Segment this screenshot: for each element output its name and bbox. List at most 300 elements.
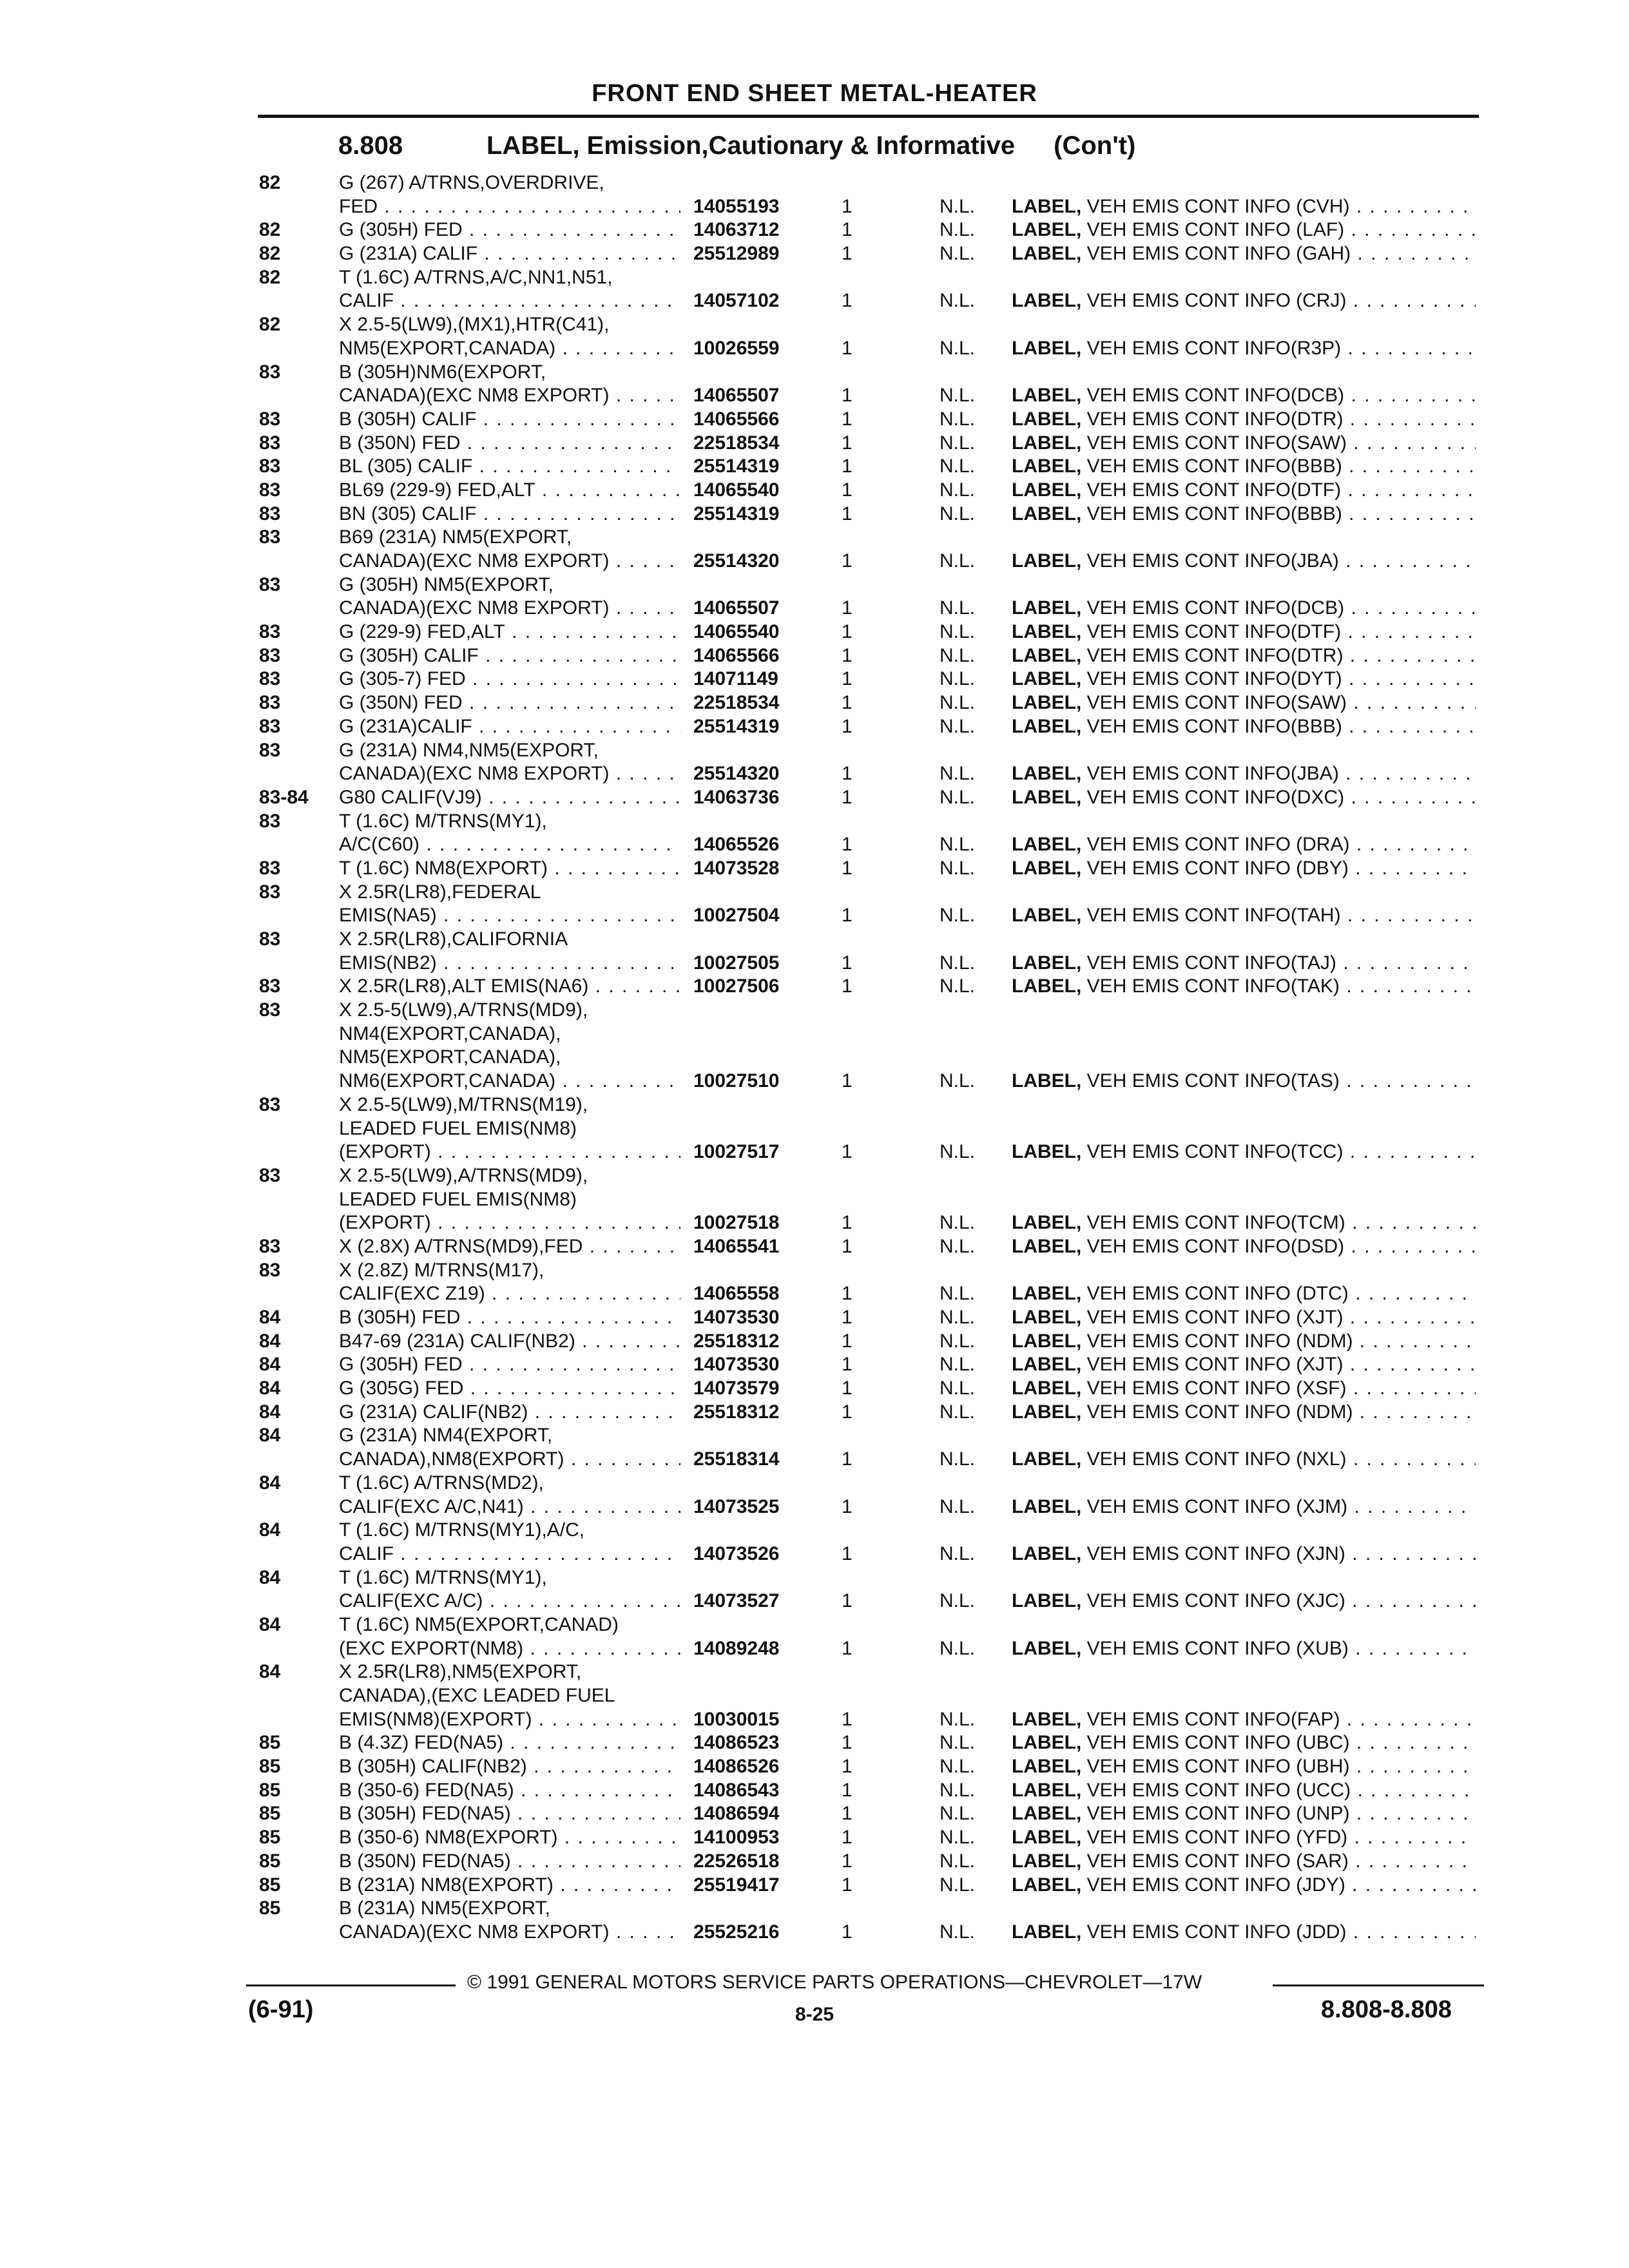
label-prefix: LABEL, [1012,1921,1082,1943]
item-name [1012,1306,1476,1330]
item-description: X 2.5-5(LW9),M/TRNS(M19), [339,1093,588,1115]
item-description: G (305H) FED . . . [339,1353,680,1377]
part-number: 25514320 [689,550,779,573]
list-row [0,952,1629,975]
list-row [0,928,1629,952]
part-number: 22518534 [689,432,779,456]
label-text: VEH EMIS CONT INFO (XJC) [1086,1590,1345,1612]
item-name [1012,1235,1476,1259]
list-row [0,573,1629,597]
part-number: 14065540 [689,479,779,503]
label-text: VEH EMIS CONT INFO(R3P) [1086,337,1342,359]
fig-number: 85 [259,1898,281,1919]
footer-page-number: 8-25 [795,2004,834,2025]
label-prefix: LABEL, [1012,195,1082,217]
nl-code: N.L. [940,1330,976,1352]
fig-number: 83 [259,644,281,666]
quantity: 1 [842,1283,853,1305]
footer-section-range: 8.808-8.808 [1321,1996,1452,2023]
item-name [1012,289,1476,313]
label-prefix: LABEL, [1012,1283,1082,1305]
label-text: VEH EMIS CONT INFO (XJM) [1086,1495,1348,1517]
item-name [1012,432,1476,456]
item-name [1012,337,1476,361]
label-text: VEH EMIS CONT INFO(JBA) [1086,550,1339,572]
item-description: T (1.6C) NM5(EXPORT,CANAD) [339,1613,619,1635]
fig-number: 83 [259,975,281,997]
quantity: 1 [842,1874,853,1896]
item-name [1012,952,1476,975]
list-row [0,1874,1629,1898]
item-name [1012,857,1476,881]
list-row [0,266,1629,290]
item-description: LEADED FUEL EMIS(NM8) [339,1188,577,1210]
label-prefix: LABEL, [1012,1874,1082,1896]
label-prefix: LABEL, [1012,1495,1082,1517]
part-number: 25514319 [689,455,779,479]
fig-number: 82 [259,314,281,336]
fig-number: 84 [259,1613,281,1635]
label-prefix: LABEL, [1012,857,1082,879]
item-description: B (350-6) FED(NA5) . . . [339,1779,680,1803]
nl-code: N.L. [940,1637,976,1659]
nl-code: N.L. [940,503,976,524]
item-name [1012,1637,1476,1661]
part-number: 14055193 [689,195,779,219]
item-name [1012,1495,1476,1519]
list-row [0,1235,1629,1259]
item-description: B (350N) FED . . . [339,432,680,456]
item-description: (EXPORT) . . . [339,1140,680,1164]
item-name [1012,455,1476,479]
nl-code: N.L. [940,1921,976,1943]
item-name [1012,1353,1476,1377]
item-description: BL69 (229-9) FED,ALT . . . [339,479,680,503]
list-row [0,1660,1629,1684]
nl-code: N.L. [940,1756,976,1778]
item-name [1012,218,1476,242]
item-name [1012,597,1476,620]
quantity: 1 [842,1212,853,1234]
item-name [1012,668,1476,691]
label-text: VEH EMIS CONT INFO(TAH) [1086,905,1341,927]
part-number: 10027517 [689,1140,779,1164]
item-description: CANADA)(EXC NM8 EXPORT) . . . [339,384,680,408]
nl-code: N.L. [940,1874,976,1896]
fig-number: 84 [259,1472,281,1494]
nl-code: N.L. [940,786,976,808]
label-prefix: LABEL, [1012,1212,1082,1234]
label-prefix: LABEL, [1012,432,1082,454]
nl-code: N.L. [940,692,976,714]
quantity: 1 [842,1354,853,1376]
quantity: 1 [842,219,853,241]
item-description: X 2.5-5(LW9),A/TRNS(MD9), [339,1164,588,1186]
list-row [0,644,1629,668]
label-prefix: LABEL, [1012,905,1082,927]
list-row [0,550,1629,573]
label-text: VEH EMIS CONT INFO (XJT) [1086,1354,1344,1376]
item-description: B (305H) CALIF . . . [339,408,680,432]
item-name [1012,1921,1476,1945]
list-row [0,1542,1629,1566]
fig-number: 83 [259,503,281,524]
fig-number: 84 [259,1401,281,1423]
label-text: VEH EMIS CONT INFO (NXL) [1086,1448,1347,1470]
list-row [0,1070,1629,1093]
nl-code: N.L. [940,1141,976,1163]
item-description: BN (305) CALIF . . . [339,503,680,526]
item-description: T (1.6C) M/TRNS(MY1), [339,1566,547,1588]
item-name [1012,644,1476,668]
item-name [1012,691,1476,715]
item-description: X 2.5R(LR8),FEDERAL [339,881,541,903]
part-number: 14063736 [689,786,779,810]
list-row [0,218,1629,242]
list-row [0,975,1629,999]
item-description: T (1.6C) M/TRNS(MY1), [339,810,547,832]
part-number: 14065507 [689,384,779,408]
list-row [0,1495,1629,1519]
nl-code: N.L. [940,857,976,879]
part-number: 25514319 [689,503,779,526]
label-text: VEH EMIS CONT INFO (SAR) [1086,1850,1349,1872]
item-description: B (231A) NM8(EXPORT) . . . [339,1874,680,1898]
quantity: 1 [842,408,853,430]
label-prefix: LABEL, [1012,786,1082,808]
item-name [1012,904,1476,928]
quantity: 1 [842,1850,853,1872]
nl-code: N.L. [940,219,976,241]
label-prefix: LABEL, [1012,1542,1082,1564]
list-row [0,1637,1629,1661]
fig-number: 84 [259,1307,281,1328]
part-number: 14063712 [689,218,779,242]
footer-date: (6-91) [248,1996,314,2023]
label-prefix: LABEL, [1012,1637,1082,1659]
section-title: LABEL, Emission,Cautionary & Informative [487,131,1016,160]
nl-code: N.L. [940,1542,976,1564]
label-text: VEH EMIS CONT INFO (CVH) [1086,195,1350,217]
part-number: 14057102 [689,289,779,313]
fig-number: 85 [259,1732,281,1754]
nl-code: N.L. [940,1448,976,1470]
item-description: B (305H) FED . . . [339,1306,680,1330]
list-row [0,1472,1629,1495]
list-row [0,620,1629,644]
item-name [1012,786,1476,810]
item-description: X 2.5R(LR8),NM5(EXPORT, [339,1661,582,1683]
item-description: B (350-6) NM8(EXPORT) . . . [339,1826,680,1850]
quantity: 1 [842,905,853,927]
item-description: G (231A) NM4(EXPORT, [339,1425,553,1446]
item-description: X (2.8X) A/TRNS(MD9),FED . . . [339,1235,680,1259]
label-prefix: LABEL, [1012,1354,1082,1376]
list-row [0,739,1629,763]
page-title: FRONT END SHEET METAL-HEATER [592,80,1037,107]
part-number: 14073527 [689,1590,779,1613]
fig-number: 82 [259,243,281,265]
item-description: T (1.6C) A/TRNS,A/C,NN1,N51, [339,266,613,288]
list-row [0,1023,1629,1046]
footer-rule-left [246,1984,456,1986]
item-description: G (305H) NM5(EXPORT, [339,573,554,595]
label-prefix: LABEL, [1012,1401,1082,1423]
quantity: 1 [842,952,853,974]
item-description: EMIS(NM8)(EXPORT) . . . [339,1708,680,1732]
section-continued: (Con't) [1054,131,1136,160]
part-number: 14073526 [689,1542,779,1566]
item-description: G (305H) FED . . . [339,218,680,242]
nl-code: N.L. [940,550,976,572]
list-row [0,786,1629,810]
nl-code: N.L. [940,479,976,501]
label-prefix: LABEL, [1012,1330,1082,1352]
nl-code: N.L. [940,1803,976,1825]
item-name [1012,1401,1476,1425]
list-row [0,881,1629,905]
item-description: G (231A) NM4,NM5(EXPORT, [339,739,599,761]
fig-number: 85 [259,1803,281,1825]
item-description: B (4.3Z) FED(NA5) . . . [339,1731,680,1755]
item-name [1012,1755,1476,1779]
list-row [0,1046,1629,1070]
fig-number: 83 [259,361,281,383]
nl-code: N.L. [940,668,976,690]
part-number: 10027506 [689,975,779,999]
nl-code: N.L. [940,1283,976,1305]
item-description: CANADA)(EXC NM8 EXPORT) . . . [339,550,680,573]
part-number: 14065526 [689,833,779,857]
label-text: VEH EMIS CONT INFO(TAK) [1086,975,1340,997]
fig-number: 85 [259,1874,281,1896]
label-prefix: LABEL, [1012,644,1082,666]
item-description: FED . . . [339,195,680,219]
fig-number: 82 [259,172,281,193]
part-number: 25514319 [689,715,779,739]
fig-number: 85 [259,1779,281,1801]
label-text: VEH EMIS CONT INFO (YFD) [1086,1827,1348,1849]
nl-code: N.L. [940,432,976,454]
label-text: VEH EMIS CONT INFO(SAW) [1086,432,1347,454]
list-row [0,904,1629,928]
item-name [1012,195,1476,219]
label-prefix: LABEL, [1012,1378,1082,1399]
quantity: 1 [842,1827,853,1849]
fig-number: 84 [259,1378,281,1399]
label-text: VEH EMIS CONT INFO (NDM) [1086,1401,1353,1423]
list-row [0,1188,1629,1212]
fig-number: 83 [259,1259,281,1281]
item-description: (EXC EXPORT(NM8) . . . [339,1637,680,1661]
part-number: 14073530 [689,1306,779,1330]
label-prefix: LABEL, [1012,692,1082,714]
item-name [1012,1590,1476,1613]
part-number: 25519417 [689,1874,779,1898]
label-text: VEH EMIS CONT INFO (CRJ) [1086,290,1347,312]
list-row [0,1306,1629,1330]
list-row [0,289,1629,313]
label-prefix: LABEL, [1012,1141,1082,1163]
fig-number: 83 [259,692,281,714]
list-row [0,1590,1629,1613]
nl-code: N.L. [940,1850,976,1872]
list-row [0,1613,1629,1637]
label-prefix: LABEL, [1012,952,1082,974]
nl-code: N.L. [940,1779,976,1801]
nl-code: N.L. [940,408,976,430]
fig-number: 83-84 [259,786,309,808]
nl-code: N.L. [940,1590,976,1612]
list-row [0,479,1629,503]
list-row [0,1282,1629,1306]
item-description: B (305H)NM6(EXPORT, [339,361,546,383]
label-prefix: LABEL, [1012,1307,1082,1328]
nl-code: N.L. [940,1708,976,1730]
parts-list [0,171,1629,1945]
section-number: 8.808 [338,131,403,160]
label-prefix: LABEL, [1012,1779,1082,1801]
item-description: CALIF(EXC A/C,N41) . . . [339,1495,680,1519]
nl-code: N.L. [940,1827,976,1849]
item-description: B (305H) FED(NA5) . . . [339,1802,680,1826]
quantity: 1 [842,1330,853,1352]
quantity: 1 [842,1732,853,1754]
list-row [0,1850,1629,1874]
fig-number: 84 [259,1519,281,1541]
item-description: G (231A)CALIF . . . [339,715,680,739]
label-prefix: LABEL, [1012,456,1082,477]
label-prefix: LABEL, [1012,763,1082,785]
label-prefix: LABEL, [1012,1827,1082,1849]
quantity: 1 [842,1070,853,1092]
list-row [0,833,1629,857]
label-prefix: LABEL, [1012,1732,1082,1754]
part-number: 25512989 [689,242,779,266]
quantity: 1 [842,456,853,477]
quantity: 1 [842,243,853,265]
item-description: B (231A) NM5(EXPORT, [339,1898,550,1919]
item-name [1012,550,1476,573]
label-text: VEH EMIS CONT INFO(DCB) [1086,597,1345,619]
label-text: VEH EMIS CONT INFO(DTR) [1086,644,1344,666]
list-row [0,503,1629,526]
fig-number: 83 [259,1164,281,1186]
label-text: VEH EMIS CONT INFO(DSD) [1086,1235,1345,1257]
nl-code: N.L. [940,1354,976,1376]
label-prefix: LABEL, [1012,1708,1082,1730]
part-number: 25518312 [689,1401,779,1425]
label-prefix: LABEL, [1012,479,1082,501]
quantity: 1 [842,668,853,690]
list-row [0,1519,1629,1542]
list-row [0,195,1629,219]
item-description: A/C(C60) . . . [339,833,680,857]
list-row [0,1117,1629,1141]
fig-number: 84 [259,1354,281,1376]
item-description: G (305G) FED . . . [339,1377,680,1401]
item-name [1012,242,1476,266]
nl-code: N.L. [940,290,976,312]
part-number: 14065566 [689,408,779,432]
fig-number: 84 [259,1661,281,1683]
item-name [1012,1282,1476,1306]
label-text: VEH EMIS CONT INFO(BBB) [1086,715,1342,737]
fig-number: 83 [259,715,281,737]
item-description: X 2.5-5(LW9),A/TRNS(MD9), [339,999,588,1021]
item-description: T (1.6C) M/TRNS(MY1),A/C, [339,1519,585,1541]
label-text: VEH EMIS CONT INFO (NDM) [1086,1330,1353,1352]
fig-number: 85 [259,1850,281,1872]
quantity: 1 [842,1542,853,1564]
part-number: 25525216 [689,1921,779,1945]
fig-number: 83 [259,1235,281,1257]
quantity: 1 [842,337,853,359]
list-row [0,1448,1629,1472]
part-number: 14065558 [689,1282,779,1306]
quantity: 1 [842,715,853,737]
part-number: 25514320 [689,762,779,786]
label-prefix: LABEL, [1012,597,1082,619]
nl-code: N.L. [940,1732,976,1754]
nl-code: N.L. [940,1307,976,1328]
list-row [0,1755,1629,1779]
list-row [0,384,1629,408]
part-number: 22526518 [689,1850,779,1874]
label-text: VEH EMIS CONT INFO(FAP) [1086,1708,1340,1730]
item-description: CALIF . . . [339,1542,680,1566]
nl-code: N.L. [940,456,976,477]
item-description: CANADA)(EXC NM8 EXPORT) . . . [339,762,680,786]
list-row [0,762,1629,786]
label-text: VEH EMIS CONT INFO (JDD) [1086,1921,1347,1943]
part-number: 14073528 [689,857,779,881]
list-row [0,242,1629,266]
quantity: 1 [842,1779,853,1801]
quantity: 1 [842,1803,853,1825]
quantity: 1 [842,503,853,524]
part-number: 14086526 [689,1755,779,1779]
quantity: 1 [842,290,853,312]
quantity: 1 [842,1401,853,1423]
list-row [0,1259,1629,1283]
item-name [1012,503,1476,526]
item-description: CANADA),NM8(EXPORT) . . . [339,1448,680,1472]
quantity: 1 [842,975,853,997]
nl-code: N.L. [940,385,976,407]
item-description: B69 (231A) NM5(EXPORT, [339,526,572,548]
part-number: 14071149 [689,668,778,691]
label-prefix: LABEL, [1012,550,1082,572]
list-row [0,1140,1629,1164]
nl-code: N.L. [940,644,976,666]
quantity: 1 [842,195,853,217]
item-description: B (350N) FED(NA5) . . . [339,1850,680,1874]
label-prefix: LABEL, [1012,219,1082,241]
item-description: X 2.5R(LR8),CALIFORNIA [339,928,568,950]
item-description: G80 CALIF(VJ9) . . . [339,786,680,810]
quantity: 1 [842,550,853,572]
quantity: 1 [842,834,853,856]
item-description: EMIS(NB2) . . . [339,952,680,975]
list-row [0,171,1629,195]
label-prefix: LABEL, [1012,1803,1082,1825]
footer-rule-right [1273,1984,1484,1986]
item-description: G (267) A/TRNS,OVERDRIVE, [339,172,604,193]
label-text: VEH EMIS CONT INFO (DBY) [1086,857,1349,879]
item-description: G (229-9) FED,ALT . . . [339,620,680,644]
fig-number: 83 [259,456,281,477]
